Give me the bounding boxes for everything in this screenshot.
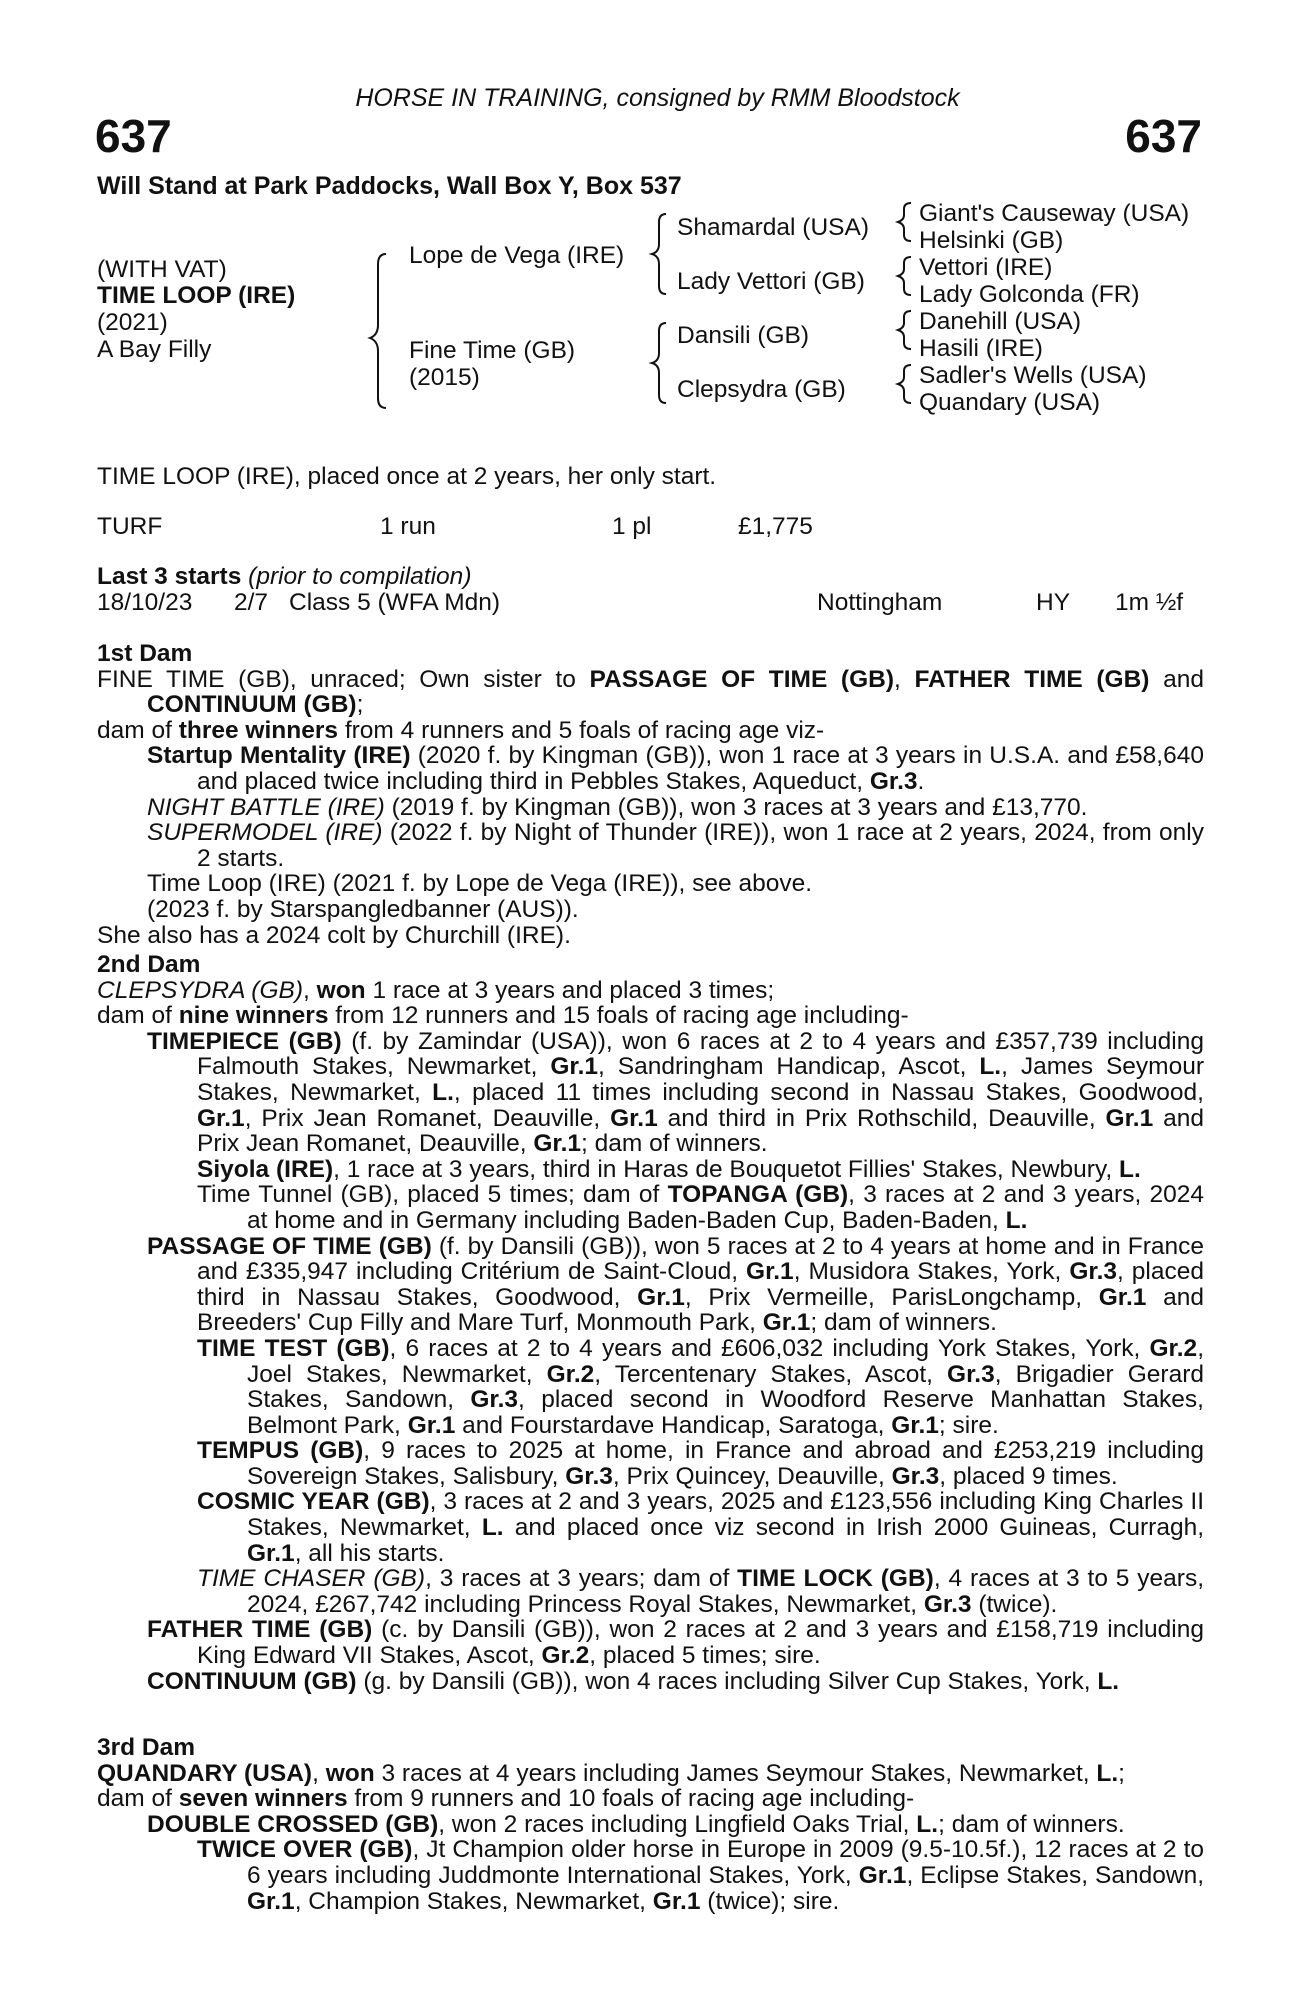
second-dam-heading: 2nd Dam [97, 951, 201, 978]
first-dam-produce-5: (2023 f. by Starspangledbanner (AUS)). [147, 895, 579, 923]
lot-number-left: 637 [95, 110, 172, 162]
first-dam-note: She also has a 2024 colt by Churchill (IRE). [97, 921, 571, 949]
produce-siyola: Siyola (IRE), 1 race at 3 years, third in Haras de Bouquetot Fillies' Stakes, Newbury, L. [197, 1155, 1141, 1183]
start-distance: 1m ½f [1115, 589, 1184, 616]
second-dam-intro: CLEPSYDRA (GB), won 1 race at 3 years and placed 3 times; [97, 976, 775, 1004]
pedigree-dam: Fine Time (GB) [409, 337, 576, 364]
horse-description: A Bay Filly [97, 336, 212, 363]
pedigree-sire-sire: Shamardal (USA) [677, 214, 869, 241]
lot-number-right: 637 [1125, 110, 1202, 162]
turf-placed: 1 pl [612, 513, 652, 540]
first-dam-section [97, 641, 1204, 948]
third-dam-intro: QUANDARY (USA), won 3 races at 4 years including James Seymour Stakes, Newmarket, L.; [97, 1759, 1125, 1787]
first-dam-produce-1: Startup Mentality (IRE) (2020 f. by Kingman (GB)), won 1 race at 3 years in U.S.A. and £58,640 and placed twice including third in Pebbles Stakes, Aqueduct, Gr.3. [147, 742, 1204, 795]
produce-passage-of-time: PASSAGE OF TIME (GB) (f. by Dansili (GB)), won 5 races at 2 to 4 years at home and in France and £335,947 including Critérium de Saint-Cloud, Gr.1, Musidora Stakes, York, Gr.3, placed third in Nassau Stakes, Goodwood, Gr.1, Prix Vermeille, ParisLongchamp, Gr.1 and Breeders' Cup Filly and Mare Turf, Monmouth Park, Gr.1; dam of winners. [147, 1232, 1205, 1337]
third-dam-produce-summary: dam of seven winners from 9 runners and 10 foals of racing age including- [97, 1785, 915, 1813]
pedigree-sire: Lope de Vega (IRE) [409, 242, 625, 269]
produce-time-tunnel: Time Tunnel (GB), placed 5 times; dam of TOPANGA (GB), 3 races at 2 and 3 years, 2024 at home and in Germany including Baden-Baden Cup, Baden-Baden, L. [197, 1181, 1204, 1234]
produce-continuum: CONTINUUM (GB) (g. by Dansili (GB)), won 4 races including Silver Cup Stakes, York, L. [147, 1667, 1120, 1695]
vat-note: (WITH VAT) [97, 256, 227, 283]
start-position: 2/7 [234, 589, 269, 616]
pedigree-dds: Sadler's Wells (USA) [919, 362, 1147, 389]
start-course: Nottingham [817, 589, 943, 616]
first-dam-produce-3: SUPERMODEL (IRE) (2022 f. by Night of Thunder (IRE)), won 1 race at 2 years, 2024, from only 2 starts. [147, 819, 1205, 872]
second-dam-produce-summary: dam of nine winners from 12 runners and 15 foals of racing age including- [97, 1002, 909, 1030]
start-going: HY [1036, 589, 1071, 616]
turf-runs: 1 run [380, 513, 436, 540]
first-dam-produce-4: Time Loop (IRE) (2021 f. by Lope de Vega (IRE)), see above. [147, 870, 813, 898]
first-dam-produce-summary: dam of three winners from 4 runners and 5 foals of racing age viz- [97, 716, 825, 744]
pedigree-sdd: Lady Golconda (FR) [919, 281, 1140, 308]
pedigree-ssd: Helsinki (GB) [919, 227, 1064, 254]
produce-time-test: TIME TEST (GB), 6 races at 2 to 4 years and £606,032 including York Stakes, York, Gr.2, Joel Stakes, Newmarket, Gr.2, Tercentenary Stakes, Ascot, Gr.3, Brigadier Gerard Stakes, Sandown, Gr.3, placed second in Woodford Reserve Manhattan Stakes, Belmont Park, Gr.1 and Fourstardave Handicap, Saratoga, Gr.1; sire. [197, 1334, 1204, 1439]
produce-tempus: TEMPUS (GB), 9 races to 2025 at home, in France and abroad and £253,219 including Sovereign Stakes, Salisbury, Gr.3, Prix Quincey, Deauville, Gr.3, placed 9 times. [197, 1437, 1204, 1490]
pedigree-sire-dam: Lady Vettori (GB) [677, 268, 865, 295]
last-starts-heading [97, 564, 471, 590]
start-date: 18/10/23 [97, 589, 193, 616]
start-race: Class 5 (WFA Mdn) [289, 589, 501, 616]
first-dam-produce-2: NIGHT BATTLE (IRE) (2019 f. by Kingman (GB)), won 3 races at 3 years and £13,770. [147, 793, 1088, 821]
pedigree-dam-dam: Clepsydra (GB) [677, 376, 846, 403]
pedigree-ddd: Quandary (USA) [919, 389, 1101, 416]
pedigree-dam-year: (2015) [409, 364, 480, 391]
third-dam-section [97, 1735, 1204, 1914]
horse-year: (2021) [97, 309, 168, 336]
first-dam-intro: FINE TIME (GB), unraced; Own sister to PASSAGE OF TIME (GB), FATHER TIME (GB) and CONTINUUM (GB); [97, 665, 1204, 719]
turf-earnings: £1,775 [738, 513, 813, 540]
produce-time-chaser: TIME CHASER (GB), 3 races at 3 years; dam of TIME LOCK (GB), 4 races at 3 to 5 years, 2024, £267,742 including Princess Royal Stakes, Newmarket, Gr.3 (twice). [197, 1565, 1205, 1618]
pedigree-dam-sire: Dansili (GB) [677, 322, 810, 349]
last-starts-note: (prior to compilation) [248, 563, 472, 590]
stand-location: Will Stand at Park Paddocks, Wall Box Y, Box 537 [97, 172, 682, 200]
produce-double-crossed: DOUBLE CROSSED (GB), won 2 races including Lingfield Oaks Trial, L.; dam of winners. [147, 1810, 1125, 1838]
page-header-title: HORSE IN TRAINING, consigned by RMM Bloodstock [355, 84, 960, 112]
pedigree-sss: Giant's Causeway (USA) [919, 200, 1190, 227]
second-dam-section [97, 952, 1204, 1694]
pedigree-sds: Vettori (IRE) [919, 254, 1053, 281]
turf-label: TURF [97, 513, 163, 540]
produce-father-time: FATHER TIME (GB) (c. by Dansili (GB)), won 2 races at 2 and 3 years and £158,719 including King Edward VII Stakes, Ascot, Gr.2, placed 5 times; sire. [147, 1616, 1204, 1670]
horse-name: TIME LOOP (IRE) [97, 282, 296, 309]
produce-timepiece: TIMEPIECE (GB) (f. by Zamindar (USA)), won 6 races at 2 to 4 years and £357,739 including Falmouth Stakes, Newmarket, Gr.1, Sandringham Handicap, Ascot, L., James Seymour Stakes, Newmarket, L., placed 11 times including second in Nassau Stakes, Goodwood, Gr.1, Prix Jean Romanet, Deauville, Gr.1 and third in Prix Rothschild, Deauville, Gr.1 and Prix Jean Romanet, Deauville, Gr.1; dam of winners. [147, 1027, 1205, 1158]
first-dam-heading: 1st Dam [97, 640, 193, 667]
pedigree-dsd: Hasili (IRE) [919, 335, 1043, 362]
produce-cosmic-year: COSMIC YEAR (GB), 3 races at 2 and 3 years, 2025 and £123,556 including King Charles II Stakes, Newmarket, L. and placed once viz second in Irish 2000 Guineas, Curragh, Gr.1, all his starts. [197, 1488, 1205, 1567]
last-starts-title: Last 3 starts [97, 563, 242, 590]
produce-twice-over: TWICE OVER (GB), Jt Champion older horse in Europe in 2009 (9.5-10.5f.), 12 races at 2 to 6 years including Juddmonte International Stakes, York, Gr.1, Eclipse Stakes, Sandown, Gr.1, Champion Stakes, Newmarket, Gr.1 (twice); sire. [197, 1836, 1205, 1915]
pedigree-dss: Danehill (USA) [919, 308, 1082, 335]
third-dam-heading: 3rd Dam [97, 1734, 196, 1761]
race-summary: TIME LOOP (IRE), placed once at 2 years, her only start. [97, 463, 717, 490]
